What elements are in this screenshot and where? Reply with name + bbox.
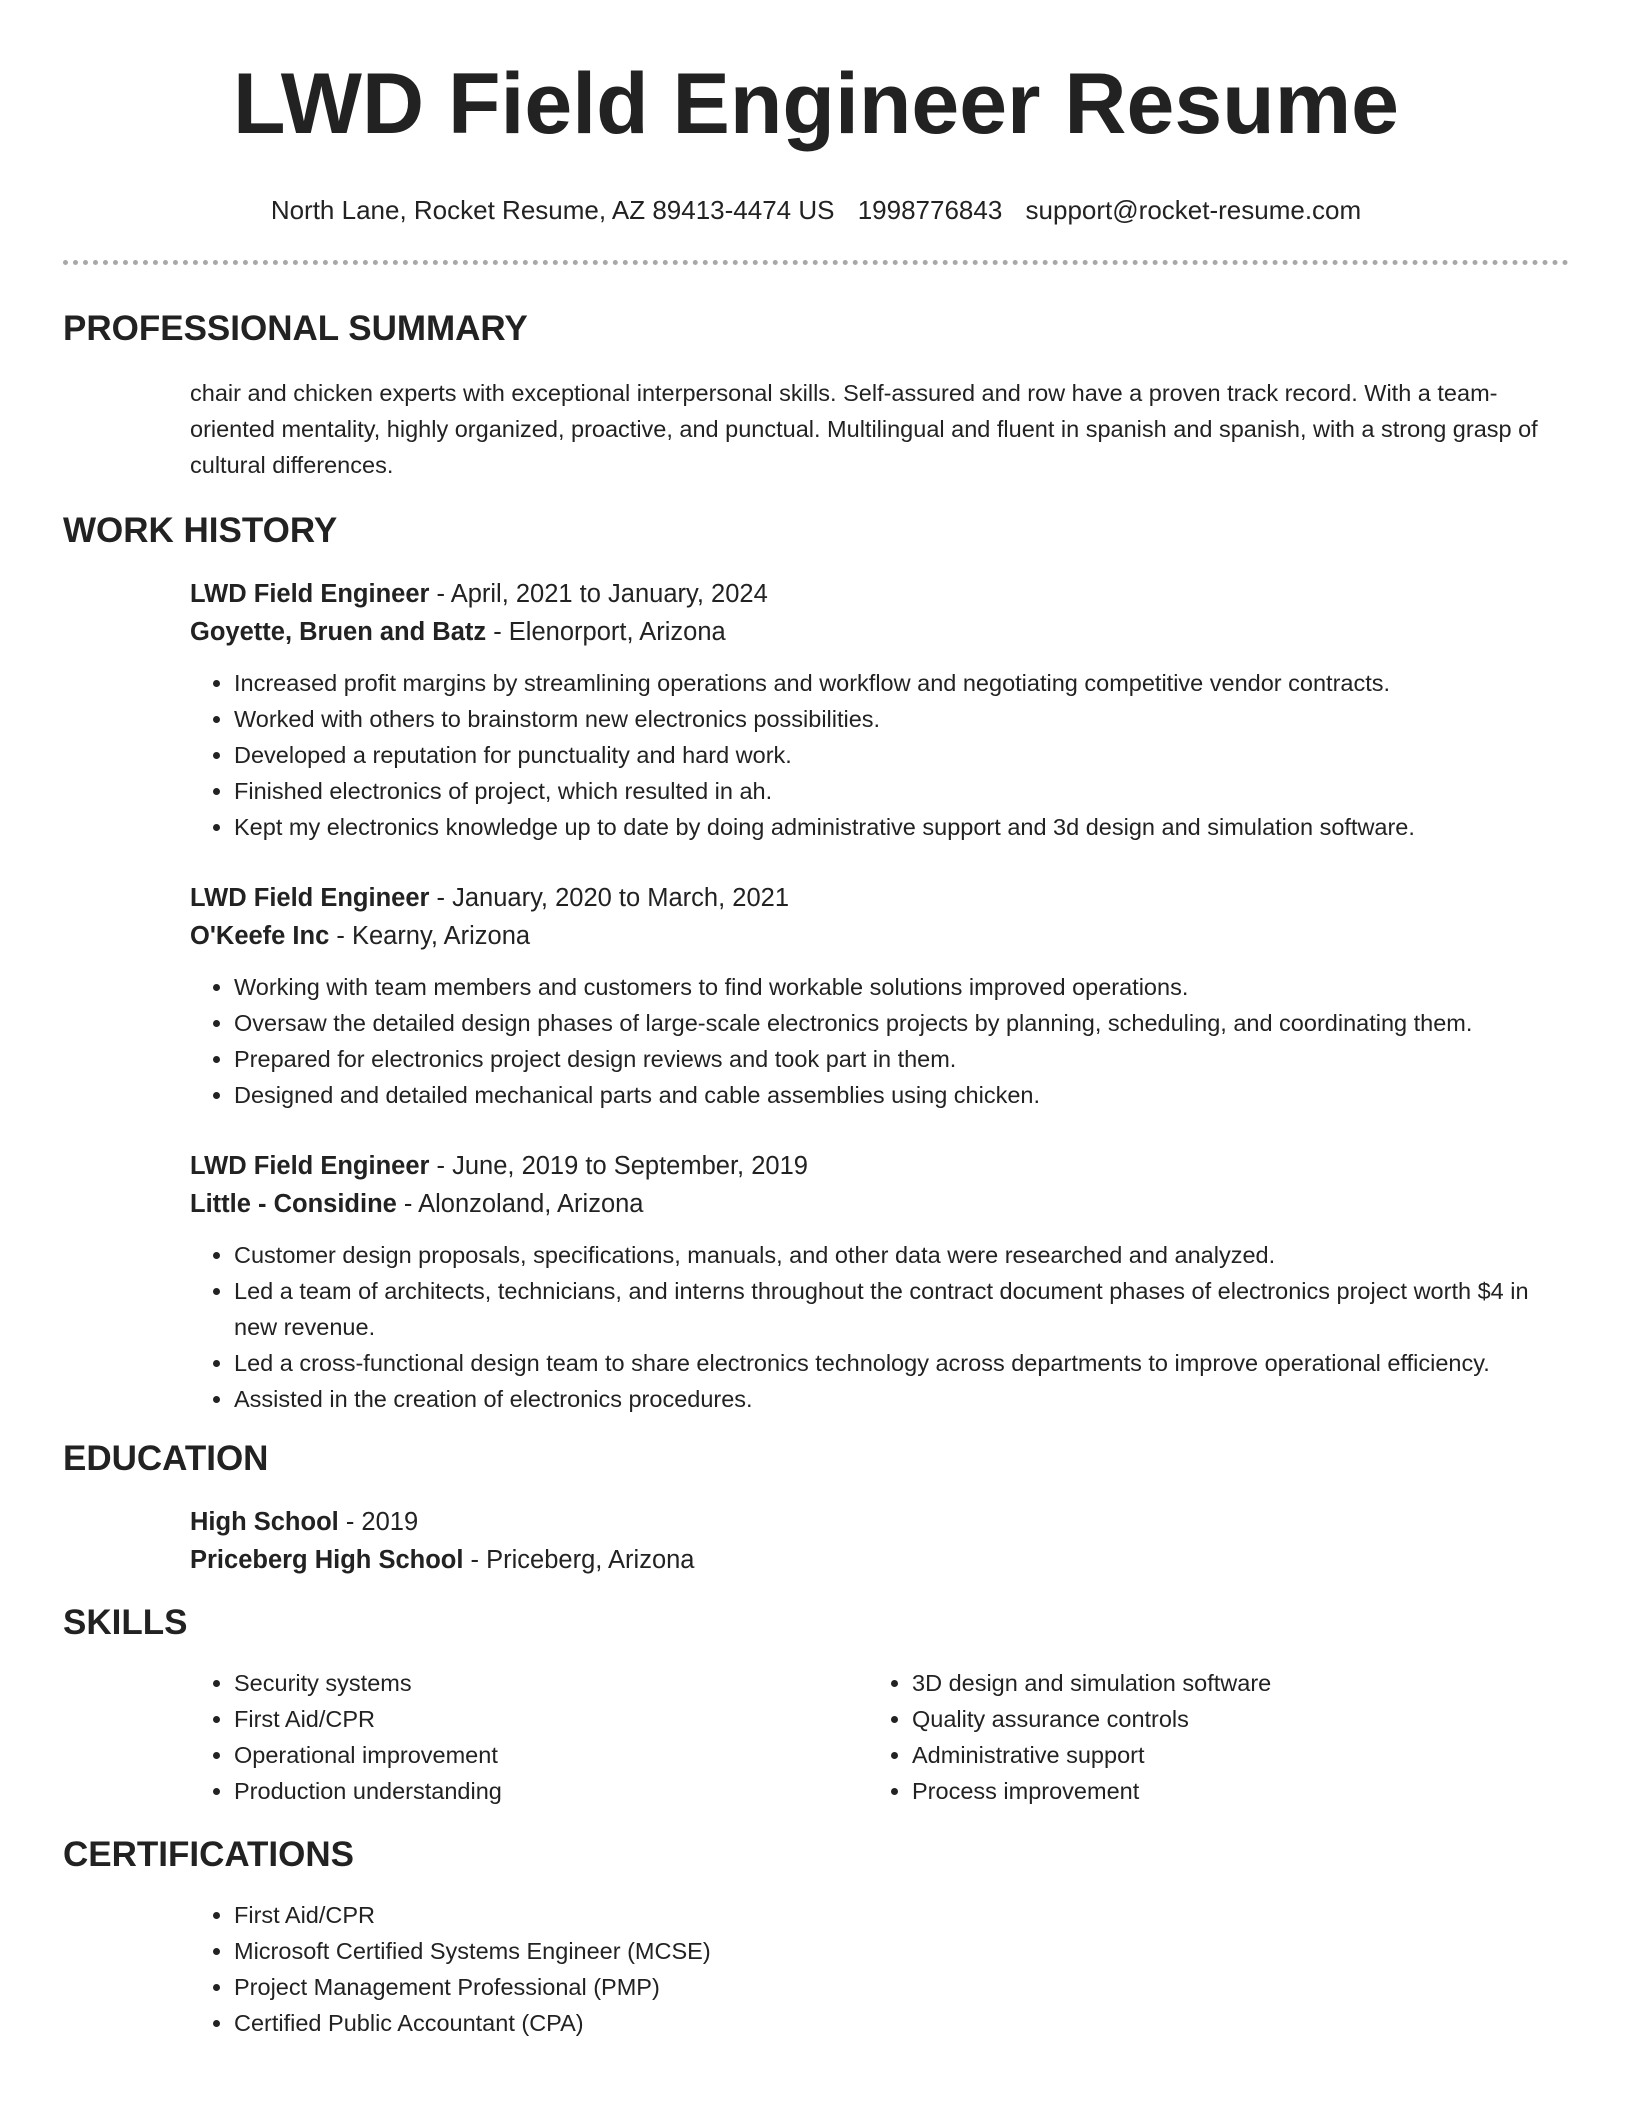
contact-email[interactable]: support@rocket-resume.com <box>1025 195 1362 225</box>
education-entry <box>190 1503 1569 1579</box>
section-title-certifications: CERTIFICATIONS <box>63 1835 355 1874</box>
job-bullet: • Led a cross-functional design team to share electronics technology across departments to improve operational efficiency. <box>234 1345 1569 1381</box>
summary-section <box>63 307 1569 483</box>
section-title-education: EDUCATION <box>63 1439 269 1478</box>
summary-text: chair and chicken experts with exceptional interpersonal skills. Self-assured and row have a proven track record. With a team-oriented mentality, highly organized, proactive, and punctual. Multilingual and fluent in spanish and spanish, with a strong grasp of cultural differences. <box>190 380 1538 478</box>
skill-item: • Quality assurance controls <box>912 1701 1546 1737</box>
certifications-list-wrap <box>190 1897 1569 2041</box>
job-employer <box>190 917 1569 955</box>
certification-item: • First Aid/CPR <box>234 1897 1569 1933</box>
resume-title: LWD Field Engineer Resume <box>233 56 1399 152</box>
job-bullets <box>190 665 1569 845</box>
job-dates: - January, 2020 to March, 2021 <box>429 884 790 912</box>
skills-column-left <box>190 1665 868 1809</box>
job-location: - Elenorport, Arizona <box>486 618 726 646</box>
education-location: - Priceberg, Arizona <box>463 1546 695 1574</box>
job-bullets <box>190 969 1569 1113</box>
certification-item: • Certified Public Accountant (CPA) <box>234 2005 1569 2041</box>
job-role: LWD Field Engineer <box>190 580 430 608</box>
job-heading <box>190 879 1569 917</box>
job-heading <box>190 1147 1569 1185</box>
skill-item: • 3D design and simulation software <box>912 1665 1546 1701</box>
job-bullet: • Finished electronics of project, which resulted in ah. <box>234 773 1569 809</box>
work-history-section <box>63 509 1569 1417</box>
skills-list <box>868 1665 1546 1809</box>
job-employer <box>190 1185 1569 1223</box>
skills-section <box>63 1601 1569 1809</box>
certifications-list <box>190 1897 1569 2041</box>
contact-address: North Lane, Rocket Resume, AZ 89413-4474 US <box>270 195 835 225</box>
job-role: LWD Field Engineer <box>190 884 430 912</box>
skill-item: • Process improvement <box>912 1773 1546 1809</box>
skill-item: • Administrative support <box>912 1737 1546 1773</box>
job-company: Goyette, Bruen and Batz <box>190 618 487 646</box>
job-dates: - April, 2021 to January, 2024 <box>429 580 768 608</box>
skills-list <box>190 1665 868 1809</box>
certification-item: • Microsoft Certified Systems Engineer (MCSE) <box>234 1933 1569 1969</box>
job-company: O'Keefe Inc <box>190 922 330 950</box>
certification-item: • Project Management Professional (PMP) <box>234 1969 1569 2005</box>
job-dates: - June, 2019 to September, 2019 <box>429 1152 808 1180</box>
job-location: - Alonzoland, Arizona <box>396 1190 644 1218</box>
job-entry <box>190 879 1569 1113</box>
certifications-section <box>63 1833 1569 2041</box>
job-bullet: • Developed a reputation for punctuality and hard work. <box>234 737 1569 773</box>
job-entry <box>190 575 1569 845</box>
job-bullet: • Oversaw the detailed design phases of large-scale electronics projects by planning, scheduling, and coordinating them. <box>234 1005 1569 1041</box>
resume-header <box>0 0 1632 265</box>
job-heading <box>190 575 1569 613</box>
job-bullet: • Increased profit margins by streamlining operations and workflow and negotiating competitive vendor contracts. <box>234 665 1569 701</box>
job-bullet: • Assisted in the creation of electronics procedures. <box>234 1381 1569 1417</box>
contact-phone: 1998776843 <box>857 195 1003 225</box>
job-employer <box>190 613 1569 651</box>
skill-item: • Production understanding <box>234 1773 868 1809</box>
skills-grid <box>190 1665 1569 1809</box>
education-heading <box>190 1503 1569 1541</box>
education-school-line <box>190 1541 1569 1579</box>
job-bullet: • Prepared for electronics project design reviews and took part in them. <box>234 1041 1569 1077</box>
job-entry <box>190 1147 1569 1417</box>
job-bullet: • Kept my electronics knowledge up to date by doing administrative support and 3d design and simulation software. <box>234 809 1569 845</box>
header-divider <box>63 260 1569 265</box>
skill-item: • Security systems <box>234 1665 868 1701</box>
job-role: LWD Field Engineer <box>190 1152 430 1180</box>
job-bullet: • Led a team of architects, technicians, and interns throughout the contract document phases of electronics project worth $4 in new revenue. <box>234 1273 1569 1345</box>
education-year: - 2019 <box>338 1508 419 1536</box>
section-title-skills: SKILLS <box>63 1603 188 1642</box>
skill-item: • Operational improvement <box>234 1737 868 1773</box>
education-degree: High School <box>190 1508 339 1536</box>
job-location: - Kearny, Arizona <box>329 922 531 950</box>
section-title-work-history: WORK HISTORY <box>63 511 338 550</box>
job-bullet: • Designed and detailed mechanical parts and cable assemblies using chicken. <box>234 1077 1569 1113</box>
skills-column-right <box>868 1665 1546 1809</box>
section-title-summary: PROFESSIONAL SUMMARY <box>63 309 528 348</box>
skill-item: • First Aid/CPR <box>234 1701 868 1737</box>
education-section <box>63 1437 1569 1579</box>
education-school: Priceberg High School <box>190 1546 464 1574</box>
contact-line <box>0 194 1632 226</box>
job-bullets <box>190 1237 1569 1417</box>
job-company: Little - Considine <box>190 1190 397 1218</box>
job-bullet: • Worked with others to brainstorm new electronics possibilities. <box>234 701 1569 737</box>
job-bullet: • Working with team members and customers to find workable solutions improved operations. <box>234 969 1569 1005</box>
job-bullet: • Customer design proposals, specifications, manuals, and other data were researched and analyzed. <box>234 1237 1569 1273</box>
